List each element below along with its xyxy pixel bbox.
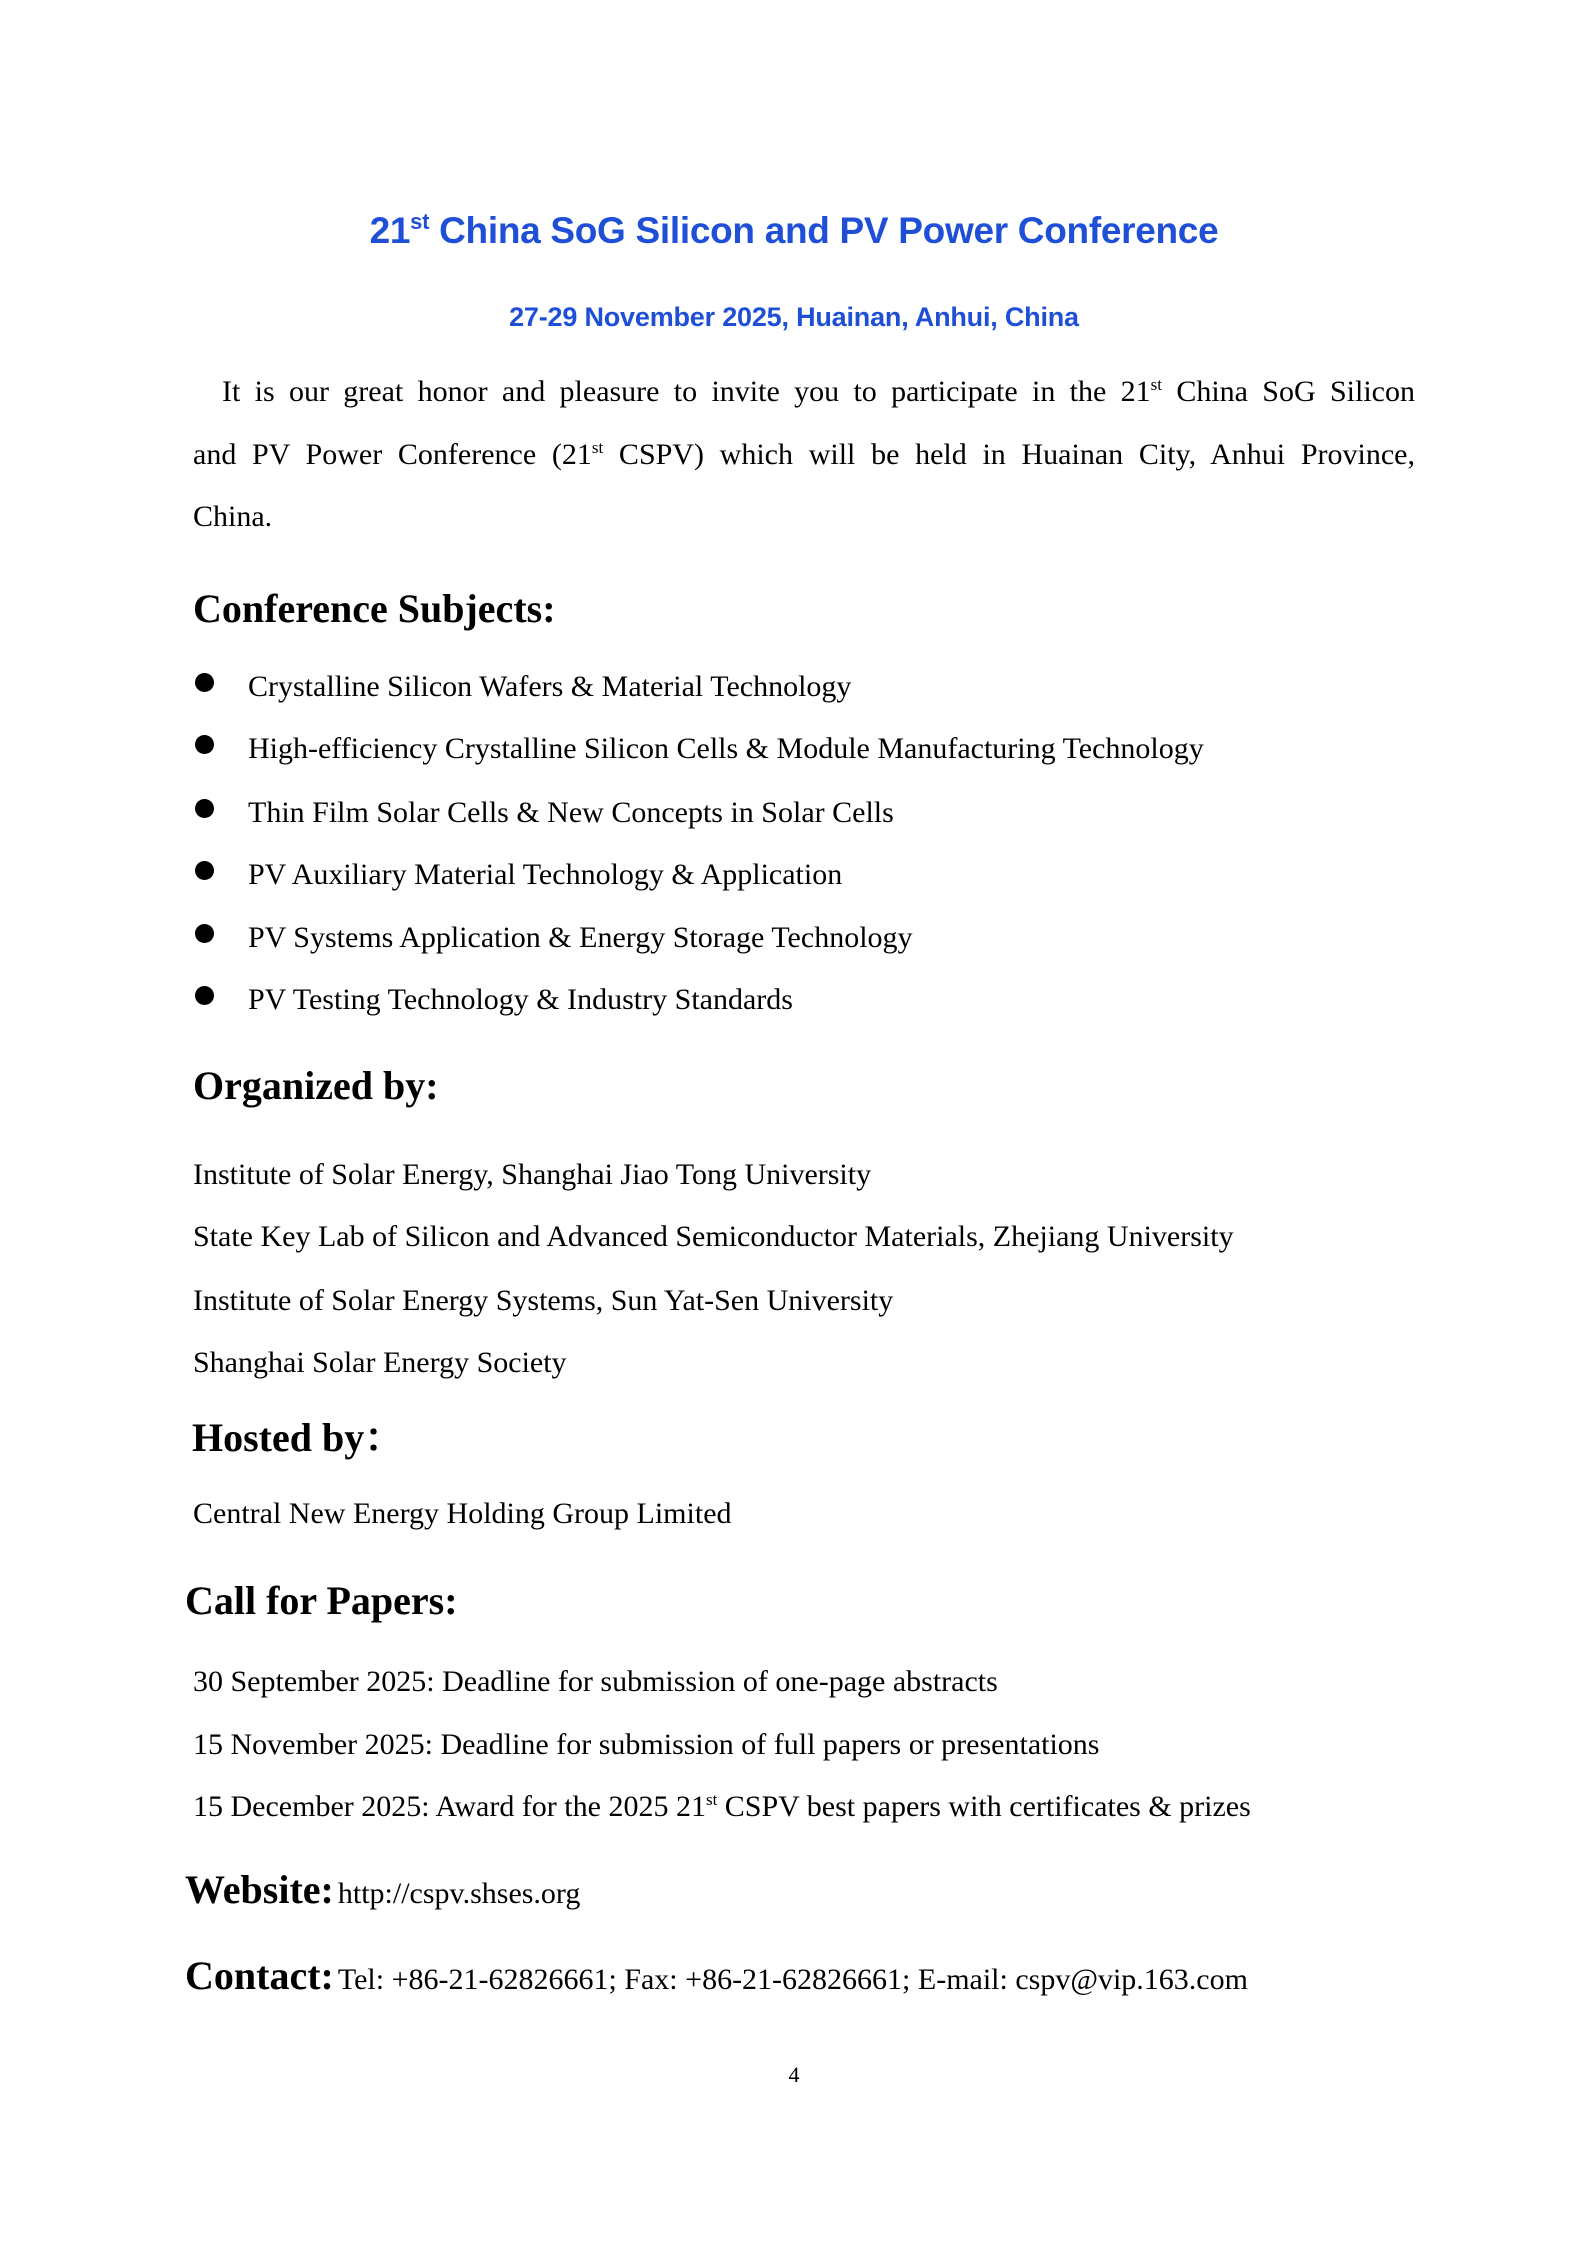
subject-item: PV Testing Technology & Industry Standards: [248, 983, 793, 1016]
contact-line: [185, 1953, 1248, 2005]
title-ordinal: st: [410, 209, 430, 234]
organizer-item: State Key Lab of Silicon and Advanced Semiconductor Materials, Zhejiang University: [193, 1220, 1234, 1253]
bullet-icon: [195, 924, 214, 943]
organizers-heading: Organized by:: [193, 1063, 439, 1108]
deadline-item: 30 September 2025: Deadline for submission of one-page abstracts: [193, 1665, 998, 1698]
subject-item: PV Systems Application & Energy Storage Technology: [248, 921, 913, 954]
ordinal: st: [705, 1790, 718, 1809]
bullet-icon: [195, 986, 214, 1005]
page-number: 4: [788, 2062, 800, 2087]
intro-text: and PV Power Conference (21: [193, 438, 592, 471]
bullet-icon: [195, 735, 214, 754]
organizer-item: Institute of Solar Energy Systems, Sun Yat-Sen University: [193, 1284, 894, 1317]
conference-date-location: 27-29 November 2025, Huainan, Anhui, China: [509, 302, 1079, 332]
subjects-heading: Conference Subjects:: [193, 586, 556, 631]
subject-item: High-efficiency Crystalline Silicon Cells & Module Manufacturing Technology: [248, 732, 1204, 765]
website-link[interactable]: http://cspv.shses.org: [337, 1877, 581, 1910]
intro-text: It is our great honor and pleasure to invite you to participate in the 21: [222, 375, 1151, 408]
intro-text: China SoG Silicon: [1162, 375, 1415, 408]
subject-item: Crystalline Silicon Wafers & Material Technology: [248, 670, 852, 703]
website-label: Website:: [185, 1867, 334, 1912]
host-name: Central New Energy Holding Group Limited: [193, 1497, 732, 1530]
intro-line-3: China.: [193, 500, 273, 533]
call-for-papers-heading: Call for Papers:: [185, 1578, 458, 1623]
ordinal: st: [591, 438, 604, 457]
intro-line-2: [193, 440, 1415, 470]
bullet-icon: [195, 673, 214, 692]
bullet-icon: [195, 799, 214, 818]
contact-details: Tel: +86-21-62826661; Fax: +86-21-62826661; E-mail: cspv@vip.163.com: [337, 1963, 1248, 1996]
deadline-item: [193, 1792, 1251, 1822]
intro-line-1: [222, 377, 1415, 407]
deadline-item: 15 November 2025: Deadline for submission of full papers or presentations: [193, 1728, 1100, 1761]
title-number: 21: [369, 210, 411, 251]
organizer-item: Institute of Solar Energy, Shanghai Jiao Tong University: [193, 1158, 872, 1191]
ordinal: st: [1150, 375, 1162, 394]
website-line: [185, 1867, 581, 1919]
bullet-icon: [195, 861, 214, 880]
deadline-text: CSPV best papers with certificates & prizes: [717, 1790, 1251, 1823]
subject-item: Thin Film Solar Cells & New Concepts in Solar Cells: [248, 796, 894, 829]
deadline-text: 15 December 2025: Award for the 2025 21: [193, 1790, 706, 1823]
contact-label: Contact:: [185, 1953, 334, 1998]
organizer-item: Shanghai Solar Energy Society: [193, 1346, 567, 1379]
subject-item: PV Auxiliary Material Technology & Application: [248, 858, 843, 891]
title-text: China SoG Silicon and PV Power Conference: [429, 210, 1219, 251]
host-heading: Hosted by：: [192, 1415, 405, 1460]
conference-title: [0, 210, 1588, 252]
intro-text: CSPV) which will be held in Huainan City, Anhui Province,: [603, 438, 1415, 471]
